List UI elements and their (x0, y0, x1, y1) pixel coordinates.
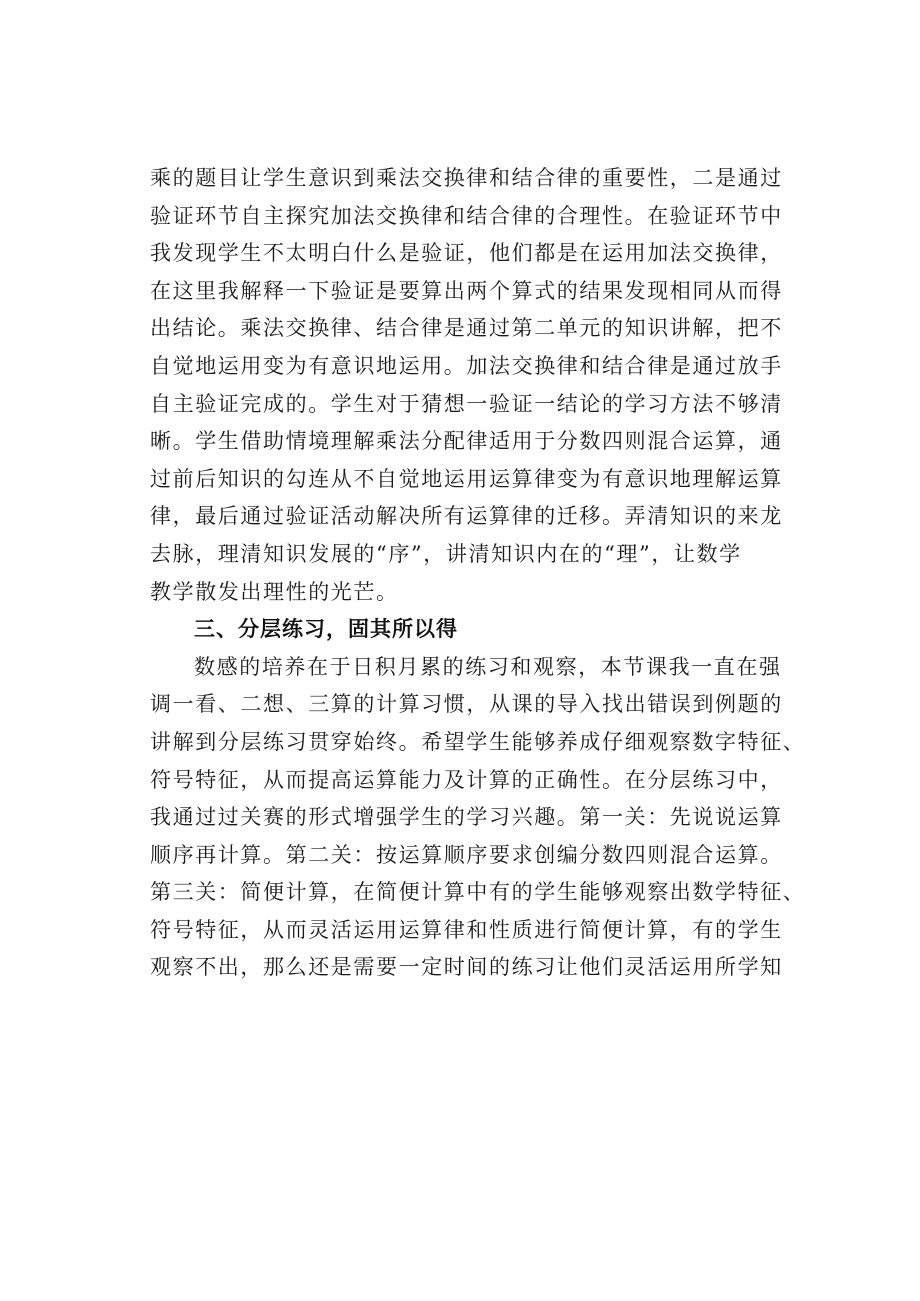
document-body (150, 160, 830, 987)
paragraph-line: 在这里我解释一下验证是要算出两个算式的结果发现相同从而得 (150, 278, 783, 303)
paragraph-line: 我发现学生不太明白什么是验证，他们都是在运用加法交换律， (150, 241, 783, 266)
paragraph-line: 符号特征，从而灵活运用运算律和性质进行简便计算，有的学生 (150, 917, 783, 942)
paragraph-line: 观察不出，那么还是需要一定时间的练习让他们灵活运用所学知 (150, 955, 783, 980)
paragraph-line: 晰。学生借助情境理解乘法分配律适用于分数四则混合运算，通 (150, 429, 783, 454)
paragraph-line: 顺序再计算。第二关：按运算顺序要求创编分数四则混合运算。 (150, 842, 783, 867)
paragraph-line: 符号特征，从而提高运算能力及计算的正确性。在分层练习中， (150, 767, 783, 792)
paragraph-line: 自主验证完成的。学生对于猜想一验证一结论的学习方法不够清 (150, 391, 783, 416)
paragraph-line: 验证环节自主探究加法交换律和结合律的合理性。在验证环节中 (150, 203, 783, 228)
paragraph-line: 我通过过关赛的形式增强学生的学习兴趣。第一关：先说说运算 (150, 805, 783, 830)
paragraph-line: 出结论。乘法交换律、结合律是通过第二单元的知识讲解，把不 (150, 316, 783, 341)
paragraph-line: 讲解到分层练习贯穿始终。希望学生能够养成仔细观察数字特征、 (150, 729, 806, 754)
section-heading: 三、分层练习，固其所以得 (194, 617, 458, 642)
paragraph-line: 第三关：简便计算，在简便计算中有的学生能够观察出数学特征、 (150, 880, 806, 905)
paragraph-line: 调一看、二想、三算的计算习惯，从课的导入找出错误到例题的 (150, 692, 783, 717)
paragraph-line: 数感的培养在于日积月累的练习和观察，本节课我一直在强 (194, 654, 782, 679)
paragraph-line: 自觉地运用变为有意识地运用。加法交换律和结合律是通过放手 (150, 353, 783, 378)
paragraph-line: 律，最后通过验证活动解决所有运算律的迁移。弄清知识的来龙 (150, 504, 783, 529)
paragraph-line: 教学散发出理性的光芒。 (150, 579, 399, 604)
paragraph-line: 去脉，理清知识发展的“序”，讲清知识内在的“理”，让数学 (150, 541, 742, 566)
paragraph-line: 过前后知识的勾连从不自觉地运用运算律变为有意识地理解运算 (150, 466, 783, 491)
paragraph-line: 乘的题目让学生意识到乘法交换律和结合律的重要性，二是通过 (150, 166, 783, 190)
